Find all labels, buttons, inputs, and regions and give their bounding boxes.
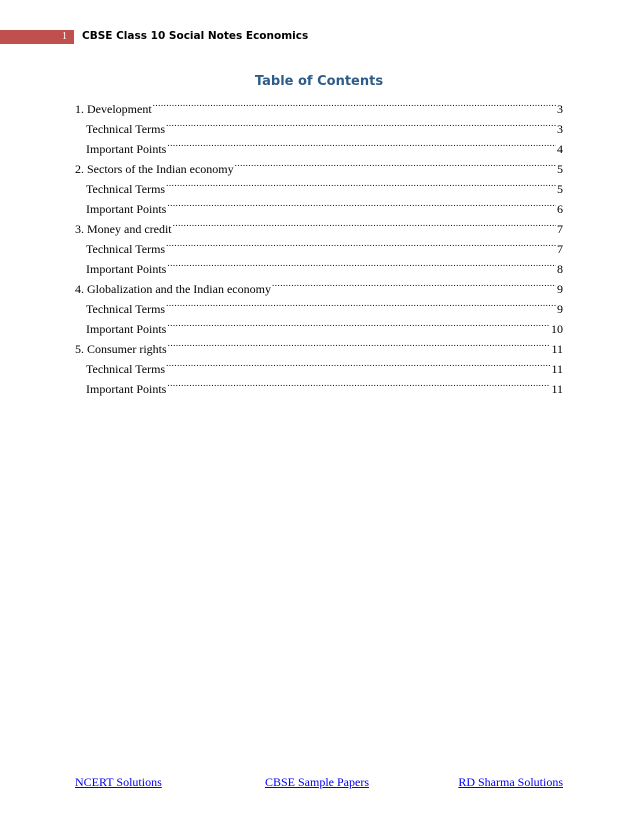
toc-entry-label: Important Points [86, 202, 167, 216]
toc-dot-leader [167, 313, 550, 333]
toc-dot-leader [166, 233, 556, 253]
toc-dot-leader [167, 193, 556, 213]
toc-entry-page: 11 [551, 382, 563, 396]
toc-entry-label: 5. Consumer rights [75, 342, 167, 356]
page-number: 1 [62, 31, 67, 42]
toc-dot-leader [167, 373, 550, 393]
toc-dot-leader [166, 293, 556, 313]
toc-entry-label: Technical Terms [86, 302, 166, 316]
toc-entry-page: 11 [551, 342, 563, 356]
toc-entry-page: 9 [557, 282, 563, 296]
toc-entry-label: Technical Terms [86, 242, 166, 256]
toc-entry-page: 5 [557, 182, 563, 196]
toc-entry-label: Technical Terms [86, 122, 166, 136]
toc-entry-page: 7 [557, 222, 563, 236]
toc-entry-label: 4. Globalization and the Indian economy [75, 282, 271, 296]
toc-entry-label: 1. Development [75, 102, 152, 116]
toc-title: Table of Contents [254, 74, 384, 89]
toc-entry-page: 3 [557, 122, 563, 136]
toc-entry-label: Important Points [86, 142, 167, 156]
toc-entry-page: 7 [557, 242, 563, 256]
toc-entry-label: 3. Money and credit [75, 222, 172, 236]
toc-dot-leader [167, 133, 556, 153]
toc-dot-leader [153, 93, 556, 113]
toc-entry-label: Important Points [86, 382, 167, 396]
ncert-solutions-link[interactable]: NCERT Solutions [75, 775, 162, 789]
toc-entry-page: 8 [557, 262, 563, 276]
toc-dot-leader [235, 153, 556, 173]
page-header [0, 30, 638, 46]
toc-dot-leader [166, 353, 550, 373]
toc-entry[interactable] [75, 93, 563, 116]
toc-dot-leader [166, 173, 556, 193]
cbse-sample-papers-link[interactable]: CBSE Sample Papers [265, 775, 369, 789]
toc-entry-page: 5 [557, 162, 563, 176]
page-number-box [0, 30, 74, 44]
toc-entry-label: 2. Sectors of the Indian economy [75, 162, 234, 176]
toc-entry-label: Important Points [86, 322, 167, 336]
toc-dot-leader [272, 273, 556, 293]
toc-entry-page: 4 [557, 142, 563, 156]
toc-entry-page: 6 [557, 202, 563, 216]
toc-entry-page: 3 [557, 102, 563, 116]
table-of-contents [75, 93, 563, 396]
toc-dot-leader [166, 113, 556, 133]
toc-dot-leader [173, 213, 556, 233]
toc-entry-label: Technical Terms [86, 362, 166, 376]
toc-dot-leader [168, 333, 551, 353]
toc-entry-label: Technical Terms [86, 182, 166, 196]
toc-entry-page: 11 [551, 362, 563, 376]
header-title: CBSE Class 10 Social Notes Economics [82, 30, 309, 42]
page-footer [0, 775, 638, 791]
toc-entry-page: 10 [551, 322, 563, 336]
rd-sharma-solutions-link[interactable]: RD Sharma Solutions [458, 775, 563, 789]
toc-entry-page: 9 [557, 302, 563, 316]
toc-dot-leader [167, 253, 556, 273]
toc-entry-label: Important Points [86, 262, 167, 276]
